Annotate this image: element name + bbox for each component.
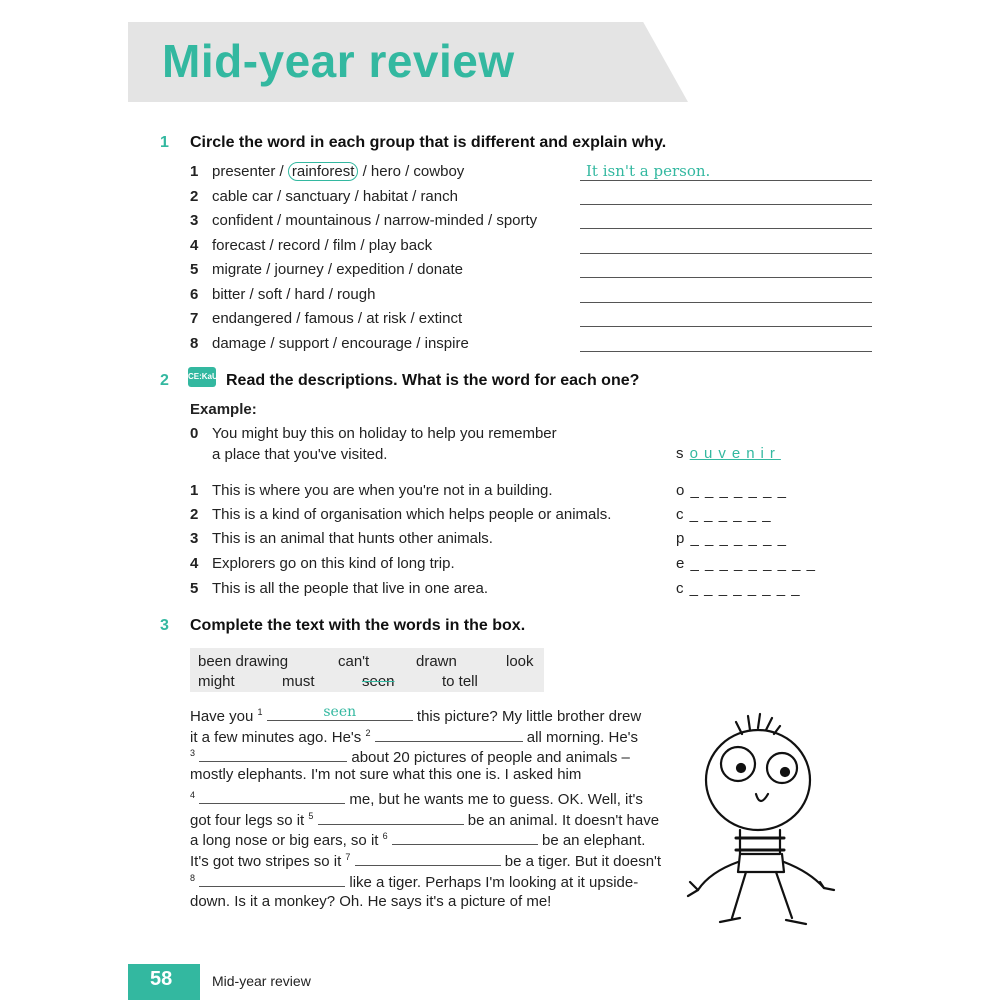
s1-answer-line-6[interactable] [580,280,872,303]
text-line-3: $^3$ about 20 pictures of people and animals – [190,745,630,766]
box-word: must [282,673,315,690]
s1-item-8: 8 damage / support / encourage / inspire [190,335,469,352]
s2-item-3: 3 This is an animal that hunts other animals. [190,530,493,547]
s2-blanks-3[interactable]: p _ _ _ _ _ _ _ [676,530,787,547]
s1-item-2: 2 cable car / sanctuary / habitat / ranch [190,188,458,205]
box-word: look [506,653,534,670]
s2-item-5: 5 This is all the people that live in one area. [190,580,488,597]
s1-item-4: 4 forecast / record / film / play back [190,237,433,254]
text-line-9: $^8$ like a tiger. Perhaps I'm looking at it upside- [190,870,638,891]
gap-7[interactable] [355,849,501,866]
text-line-1: Have you $^1$ seen this picture? My little brother drew [190,704,642,725]
example-answer: s ouvenir [676,445,781,462]
s1-answer-line-8[interactable] [580,329,872,352]
gap-8[interactable] [199,870,345,887]
example-line-1: 0 You might buy this on holiday to help you remember [190,425,557,442]
text-line-10: down. Is it a monkey? Oh. He says it's a picture of me! [190,893,552,910]
text-line-4: mostly elephants. I'm not sure what this one is. I asked him [190,766,582,783]
gap-5[interactable] [318,808,464,825]
s1-item-5: 5 migrate / journey / expedition / donate [190,261,463,278]
gap-2[interactable] [375,725,523,742]
gap-6[interactable] [392,828,538,845]
section1-instruction: Circle the word in each group that is different and explain why. [190,134,667,151]
page-title: Mid-year review [162,35,515,87]
box-word-crossed-out: seen [362,673,395,690]
section2-instruction: Read the descriptions. What is the word for each one? [226,372,640,389]
s1-answer-line-7[interactable] [580,304,872,327]
section1-number: 1 [160,134,169,151]
text-line-6: got four legs so it $^5$ be an animal. It doesn't have [190,808,659,829]
example-label: Example: [190,401,257,418]
text-line-7: a long nose or big ears, so it $^6$ be an elephant. [190,828,645,849]
gap-4[interactable] [199,787,345,804]
footer-label: Mid-year review [212,973,311,989]
box-word: drawn [416,653,457,670]
s2-blanks-1[interactable]: o _ _ _ _ _ _ _ [676,482,787,499]
section2-number: 2 [160,372,169,389]
page-number: 58 [150,968,173,990]
box-word: to tell [442,673,478,690]
text-line-8: It's got two stripes so it $^7$ be a tiger. But it doesn't [190,849,661,870]
box-word: might [198,673,235,690]
s2-item-2: 2 This is a kind of organisation which helps people or animals. [190,506,612,523]
box-word: can't [338,653,370,670]
s2-item-4: 4 Explorers go on this kind of long trip. [190,555,455,572]
gap-1[interactable]: seen [267,704,413,721]
s1-item-3: 3 confident / mountainous / narrow-minded / sporty [190,212,538,229]
s1-item-6: 6 bitter / soft / hard / rough [190,286,376,303]
box-word: been drawing [198,653,289,670]
s1-answer-line-3[interactable] [580,206,872,229]
s1-item-1: 1 presenter / rainforest / hero / cowboy [190,163,465,180]
s1-answer-line-5[interactable] [580,255,872,278]
text-line-2: it a few minutes ago. He's $^2$ all morning. He's [190,725,638,746]
s1-answer-line-2[interactable] [580,182,872,205]
example-line-2: a place that you've visited. [212,446,388,463]
s1-answer-line-4[interactable] [580,231,872,254]
gap-3[interactable] [199,745,347,762]
section3-instruction: Complete the text with the words in the box. [190,617,526,634]
text-line-5: $^4$ me, but he wants me to guess. OK. Well, it's [190,787,643,808]
s2-blanks-5[interactable]: c _ _ _ _ _ _ _ _ [676,580,801,597]
s1-answer-line-1[interactable]: It isn't a person. [580,158,872,181]
s2-blanks-2[interactable]: c _ _ _ _ _ _ [676,506,772,523]
circled-word[interactable]: rainforest [288,162,359,181]
s1-item-7: 7 endangered / famous / at risk / extinct [190,310,463,327]
section3-number: 3 [160,617,169,634]
skill-badge: CE:KaU [188,367,216,387]
s2-blanks-4[interactable]: e _ _ _ _ _ _ _ _ _ [676,555,816,572]
s2-item-1: 1 This is where you are when you're not in a building. [190,482,553,499]
child-drawing-illustration [680,712,840,942]
